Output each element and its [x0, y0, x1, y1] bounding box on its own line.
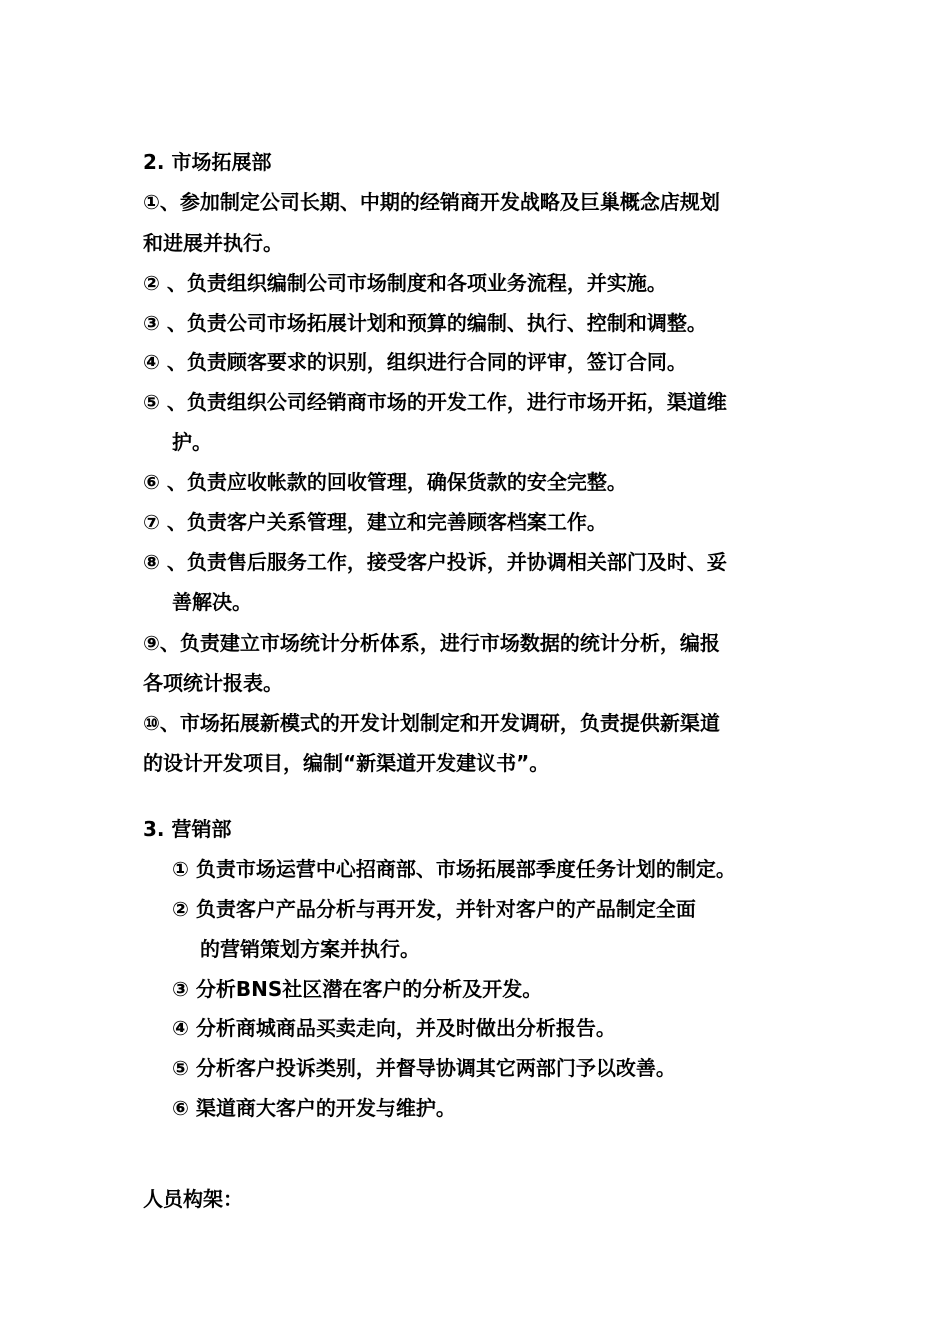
section-heading-marketing: 3. 营销部: [143, 817, 232, 841]
section-heading-staffing: 人员构架：: [143, 1187, 243, 1211]
list-item-line: ⑩、市场拓展新模式的开发计划制定和开发调研，负责提供新渠道: [143, 711, 720, 735]
list-item-line: ⑤ 、负责组织公司经销商市场的开发工作，进行市场开拓，渠道维: [143, 390, 727, 414]
list-item-line: ④ 分析商城商品买卖走向，并及时做出分析报告。: [172, 1016, 616, 1040]
list-item-line: ⑥ 、负责应收帐款的回收管理，确保货款的安全完整。: [143, 470, 627, 494]
list-item-line: ⑤ 分析客户投诉类别，并督导协调其它两部门予以改善。: [172, 1056, 676, 1080]
list-item-line: 的设计开发项目，编制“新渠道开发建议书”。: [143, 751, 550, 775]
list-item-line: 善解决。: [172, 590, 252, 614]
list-item-line: ④ 、负责顾客要求的识别，组织进行合同的评审，签订合同。: [143, 350, 687, 374]
list-item-line: ⑧ 、负责售后服务工作，接受客户投诉，并协调相关部门及时、妥: [143, 550, 727, 574]
list-item-line: 和进展并执行。: [143, 231, 283, 255]
list-item-line: ③ 分析BNS社区潜在客户的分析及开发。: [172, 977, 543, 1001]
list-item-line: ①、参加制定公司长期、中期的经销商开发战略及巨巢概念店规划: [143, 190, 720, 214]
list-item-line: 护。: [172, 430, 212, 454]
list-item-line: ② 、负责组织编制公司市场制度和各项业务流程，并实施。: [143, 271, 667, 295]
list-item-line: ② 负责客户产品分析与再开发，并针对客户的产品制定全面: [172, 897, 696, 921]
list-item-line: ⑦ 、负责客户关系管理，建立和完善顾客档案工作。: [143, 510, 607, 534]
list-item-line: ⑨、负责建立市场统计分析体系，进行市场数据的统计分析，编报: [143, 631, 720, 655]
list-item-line: ① 负责市场运营中心招商部、市场拓展部季度任务计划的制定。: [172, 857, 736, 881]
list-item-line: ③ 、负责公司市场拓展计划和预算的编制、执行、控制和调整。: [143, 311, 707, 335]
section-heading-market-expansion: 2. 市场拓展部: [143, 150, 272, 174]
list-item-line: 各项统计报表。: [143, 671, 283, 695]
list-item-line: ⑥ 渠道商大客户的开发与维护。: [172, 1096, 456, 1120]
list-item-line: 的营销策划方案并执行。: [200, 937, 420, 961]
